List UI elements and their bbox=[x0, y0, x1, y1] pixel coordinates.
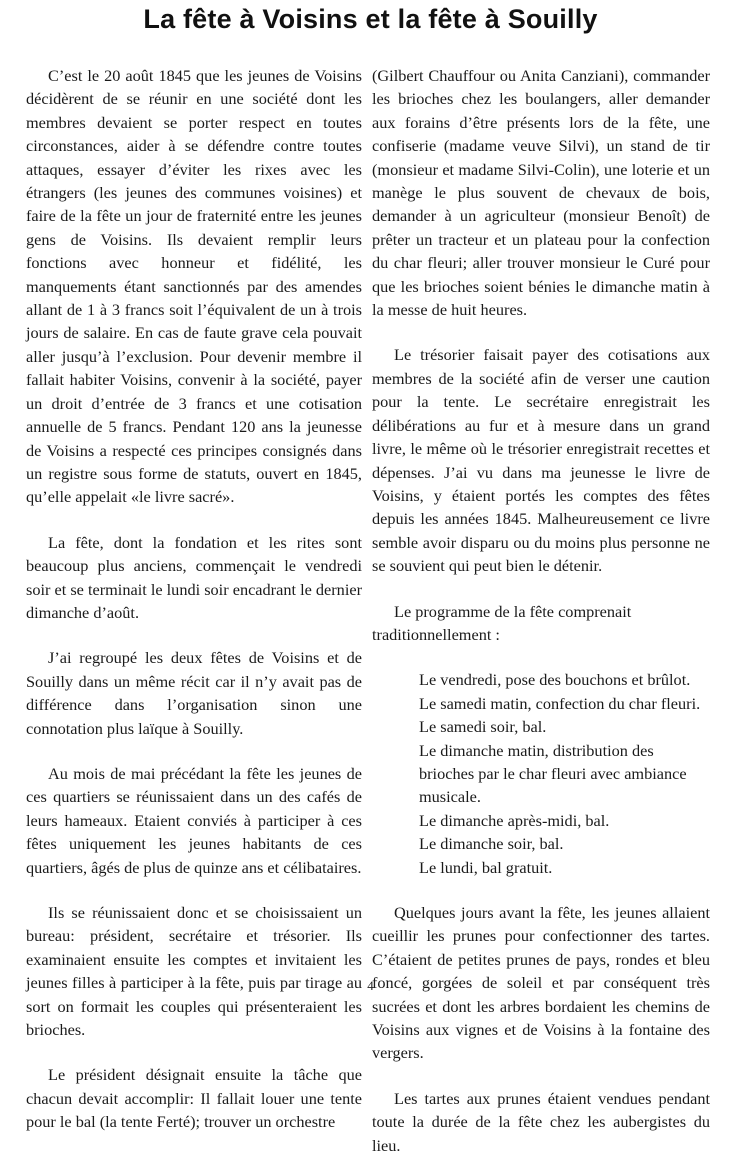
programme-schedule bbox=[372, 668, 710, 879]
paragraph-two-fetes: J’ai regroupé les deux fêtes de Voisins et de Souilly dans un même récit car il n’y avait pas de différence dans l’organisation sinon une connotation plus laïque à Souilly. bbox=[26, 648, 362, 738]
page-number: 4 bbox=[367, 978, 374, 993]
page-title: La fête à Voisins et la fête à Souilly bbox=[143, 4, 598, 34]
paragraph-programme-intro: Le programme de la fête comprenait traditionnellement : bbox=[372, 601, 632, 644]
paragraph-bureau: Ils se réunissaient donc et se choisissaient un bureau: président, secrétaire et trésorier. Ils examinaient ensuite les comptes et invitaient les jeunes filles à participer à la fête, puis par tirage au sort on formait les couples qui présenteraient les brioches. bbox=[26, 903, 362, 1040]
schedule-item: Le samedi matin, confection du char fleuri. bbox=[419, 693, 701, 713]
paragraph-may-meeting: Au mois de mai précédant la fête les jeunes de ces quartiers se réunissaient dans un des cafés de leurs hameaux. Etaient conviés à participer à ces fêtes uniquement les jeunes habitants de ces quartiers, âgés de plus de quinze ans et célibataires. bbox=[26, 763, 362, 877]
schedule-item: Le dimanche soir, bal. bbox=[419, 834, 564, 854]
schedule-item: Le vendredi, pose des bouchons et brûlot. bbox=[419, 670, 691, 690]
schedule-item: Le lundi, bal gratuit. bbox=[419, 857, 553, 877]
paragraph-tartes: Les tartes aux prunes étaient vendues pendant toute la durée de la fête chez les aubergistes du lieu. bbox=[372, 1088, 710, 1155]
schedule-item: Le dimanche matin, distribution des brioches par le char fleuri avec ambiance musicale. bbox=[419, 740, 687, 807]
schedule-item: Le samedi soir, bal. bbox=[419, 717, 547, 737]
paragraph-society-founding: C’est le 20 août 1845 que les jeunes de Voisins décidèrent de se réunir en une société dont les membres devaient se porter respect en toutes circonstances, aider à se défendre contre toutes attaques, essayer d’éviter les rixes avec les étrangers (les jeunes des communes voisines) et faire de la fête un jour de fraternité entre les jeunes gens de Voisins. Ils devaient remplir leurs fonctions avec honneur et fidélité, les manquements étant sanctionnés par des amendes allant de 1 à 3 francs soit l’équivalent de un à trois jours de salaire. En cas de faute grave cela pouvait aller jusqu’à l’exclusion. Pour devenir membre il fallait habiter Voisins, convenir à la société, payer un droit d’entrée de 3 francs et une cotisation annuelle de 5 francs. Pendant 120 ans la jeunesse de Voisins a respecté ces principes consignés dans un registre sous forme de statuts, ouvert en 1845, qu’elle appelait «le livre sacré». bbox=[26, 66, 362, 507]
left-column bbox=[26, 64, 362, 1134]
paragraph-president-tasks: Le président désignait ensuite la tâche que chacun devait accomplir: Il fallait louer une tente pour le bal (la tente Ferté); trouver un orchestre bbox=[26, 1065, 362, 1132]
paragraph-tasks-continuation: (Gilbert Chauffour ou Anita Canziani), commander les brioches chez les boulangers, aller demander aux forains d’être présents lors de la fête, une confiserie (madame veuve Silvi), un stand de tir (monsieur et madame Silvi-Colin), une loterie et un manège le plus souvent de chevaux de bois, demander à un agriculteur (monsieur Benoît) de prêter un tracteur et un plateau pour la confection du char fleuri; aller trouver monsieur le Curé pour que les brioches soient bénies le dimanche matin à la messe de huit heures. bbox=[372, 66, 710, 320]
paragraph-prunes: Quelques jours avant la fête, les jeunes allaient cueillir les prunes pour confectionner des tartes. C’étaient de petites prunes de pays, rondes et bleu foncé, gorgées de soleil et par conséquent très sucrées et dont les arbres bordaient les chemins de Voisins aux vignes et de Voisins à la fontaine des vergers. bbox=[372, 903, 710, 1063]
paragraph-treasurer: Le trésorier faisait payer des cotisations aux membres de la société afin de verser une caution pour la tente. Le secrétaire enregistrait les délibérations au fur et à mesure dans un grand livre, le même où le trésorier enregistrait recettes et dépenses. J’ai vu dans ma jeunesse le livre de Voisins, y étaient portés les comptes des fêtes depuis les années 1845. Malheureusement ce livre semble avoir disparu ou du moins plus personne ne se souvient qui peut bien le détenir. bbox=[372, 345, 710, 576]
paragraph-fete-dates: La fête, dont la fondation et les rites sont beaucoup plus anciens, commençait le vendredi soir et se terminait le lundi soir encadrant le dernier dimanche d’août. bbox=[26, 532, 362, 622]
schedule-item: Le dimanche après-midi, bal. bbox=[419, 810, 610, 830]
